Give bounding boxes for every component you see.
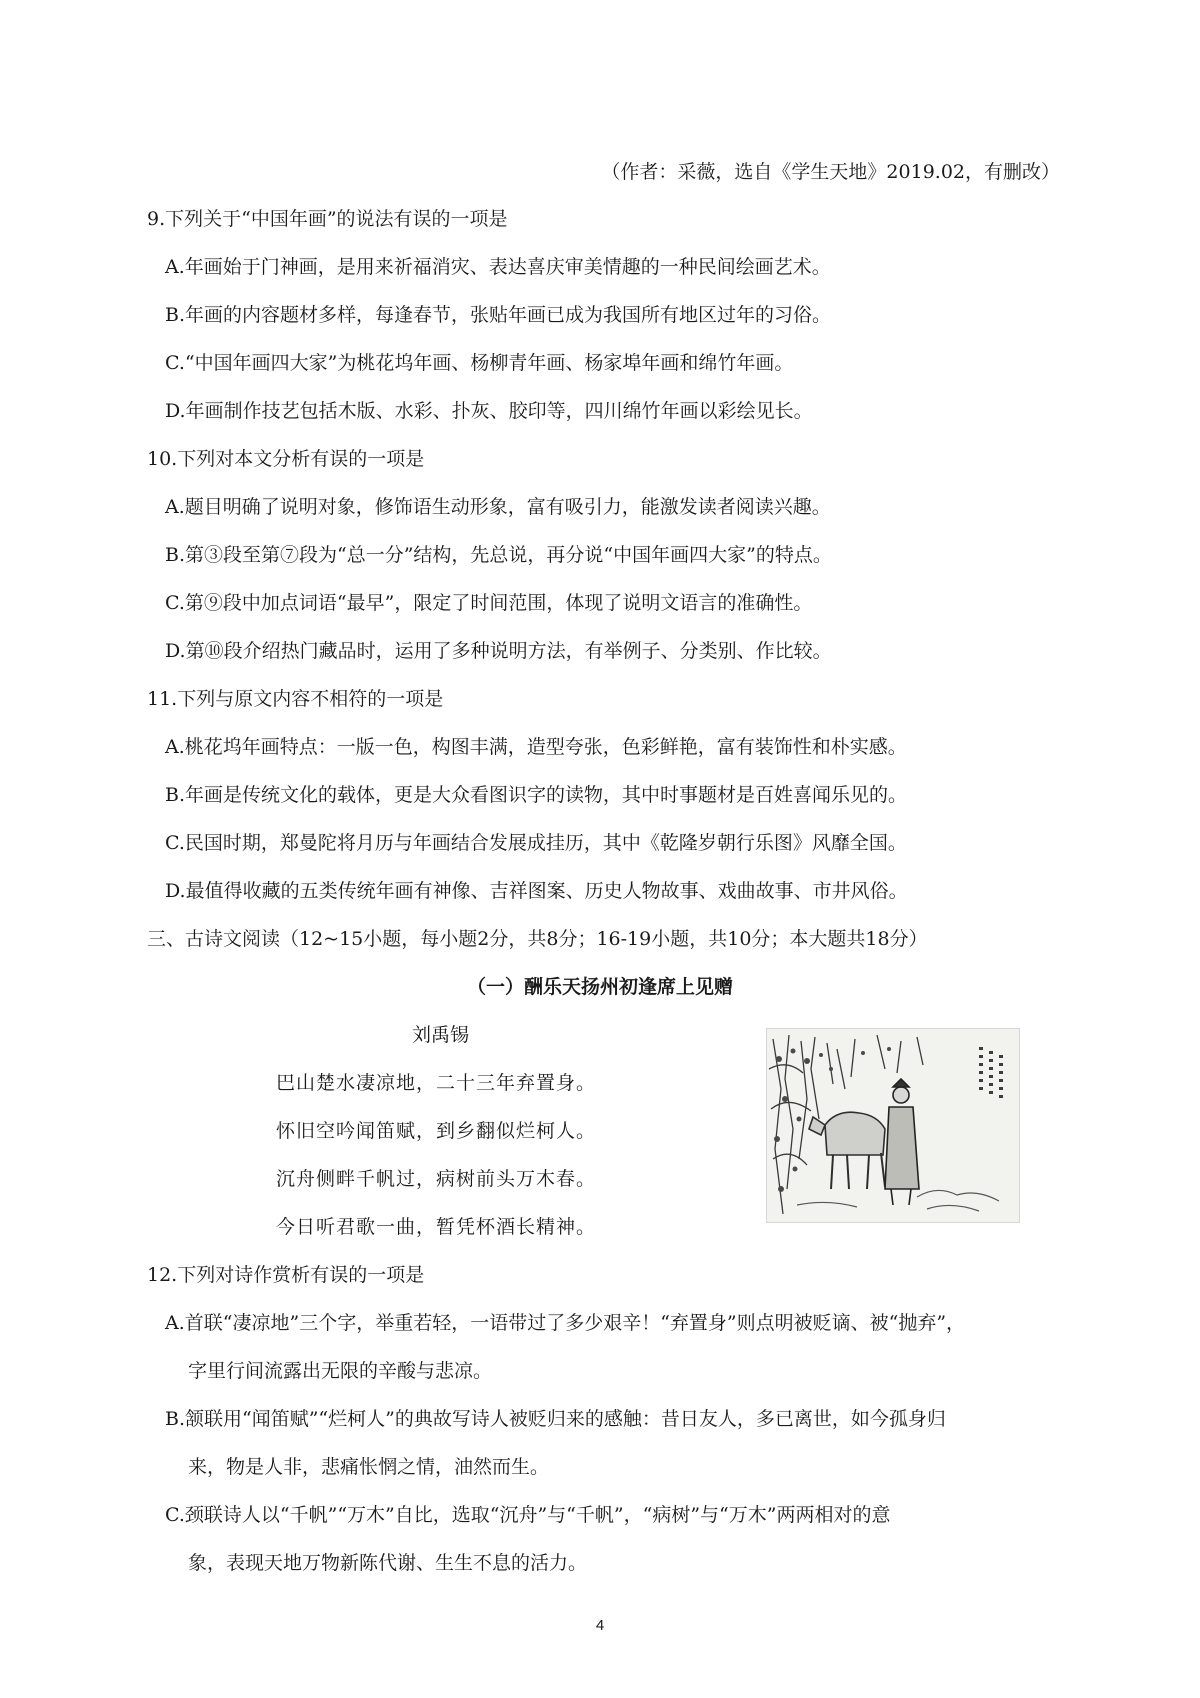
question-12-option-a-cont: 字里行间流露出无限的辛酸与悲凉。	[188, 1360, 493, 1382]
poem-author: 刘禹锡	[412, 1024, 470, 1046]
question-9-option-d: D.年画制作技艺包括木版、水彩、扑灰、胶印等，四川绵竹年画以彩绘见长。	[165, 400, 813, 422]
ink-painting-poet-with-horse-icon	[766, 1028, 1020, 1223]
poem-line-1: 巴山楚水凄凉地，二十三年弃置身。	[276, 1072, 597, 1094]
question-10-option-a: A.题目明确了说明对象，修饰语生动形象，富有吸引力，能激发读者阅读兴趣。	[165, 496, 831, 518]
question-9-option-c: C.“中国年画四大家”为桃花坞年画、杨柳青年画、杨家埠年画和绵竹年画。	[165, 352, 794, 374]
question-10-option-b: B.第③段至第⑦段为“总一分”结构，先总说，再分说“中国年画四大家”的特点。	[165, 544, 832, 566]
question-11-option-d: D.最值得收藏的五类传统年画有神像、吉祥图案、历史人物故事、戏曲故事、市井风俗。	[165, 880, 908, 902]
source-citation: （作者：采薇，选自《学生天地》2019.02，有删改）	[601, 161, 1060, 183]
question-11-stem: 11.下列与原文内容不相符的一项是	[147, 688, 444, 710]
question-10-option-c: C.第⑨段中加点词语“最早”，限定了时间范围，体现了说明文语言的准确性。	[165, 592, 813, 614]
question-12-stem: 12.下列对诗作赏析有误的一项是	[147, 1264, 425, 1286]
section-3-heading: 三、古诗文阅读（12~15小题，每小题2分，共8分；16-19小题，共10分；本大题共18分）	[147, 928, 928, 950]
question-11-option-a: A.桃花坞年画特点：一版一色，构图丰满，造型夸张，色彩鲜艳，富有装饰性和朴实感。	[165, 736, 907, 758]
poem-title: （一）酬乐天扬州初逢席上见赠	[466, 976, 733, 998]
question-12-option-b: B.颔联用“闻笛赋”“烂柯人”的典故写诗人被贬归来的感触：昔日友人，多已离世，如今孤身归	[165, 1408, 946, 1430]
question-12-option-c: C.颈联诗人以“千帆”“万木”自比，选取“沉舟”与“千帆”，“病树”与“万木”两两相对的意	[165, 1504, 891, 1526]
question-9-stem: 9.下列关于“中国年画”的说法有误的一项是	[147, 208, 508, 230]
poem-line-2: 怀旧空吟闻笛赋，到乡翻似烂柯人。	[276, 1120, 597, 1142]
question-12-option-c-cont: 象，表现天地万物新陈代谢、生生不息的活力。	[188, 1552, 588, 1574]
question-11-option-b: B.年画是传统文化的载体，更是大众看图识字的读物，其中时事题材是百姓喜闻乐见的。	[165, 784, 908, 806]
question-10-stem: 10.下列对本文分析有误的一项是	[147, 448, 425, 470]
question-11-option-c: C.民国时期，郑曼陀将月历与年画结合发展成挂历，其中《乾隆岁朝行乐图》风靡全国。	[165, 832, 907, 854]
question-9-option-b: B.年画的内容题材多样，每逢春节，张贴年画已成为我国所有地区过年的习俗。	[165, 304, 832, 326]
question-12-option-a: A.首联“凄凉地”三个字，举重若轻，一语带过了多少艰辛！“弃置身”则点明被贬谪、被“抛弃”，	[165, 1312, 966, 1334]
question-10-option-d: D.第⑩段介绍热门藏品时，运用了多种说明方法，有举例子、分类别、作比较。	[165, 640, 832, 662]
question-12-option-b-cont: 来，物是人非，悲痛怅惘之情，油然而生。	[188, 1456, 550, 1478]
poem-line-4: 今日听君歌一曲，暂凭杯酒长精神。	[276, 1216, 597, 1238]
poem-line-3: 沉舟侧畔千帆过，病树前头万木春。	[276, 1168, 597, 1190]
question-9-option-a: A.年画始于门神画，是用来祈福消灾、表达喜庆审美情趣的一种民间绘画艺术。	[165, 256, 831, 278]
page-number: 4	[595, 1617, 605, 1634]
